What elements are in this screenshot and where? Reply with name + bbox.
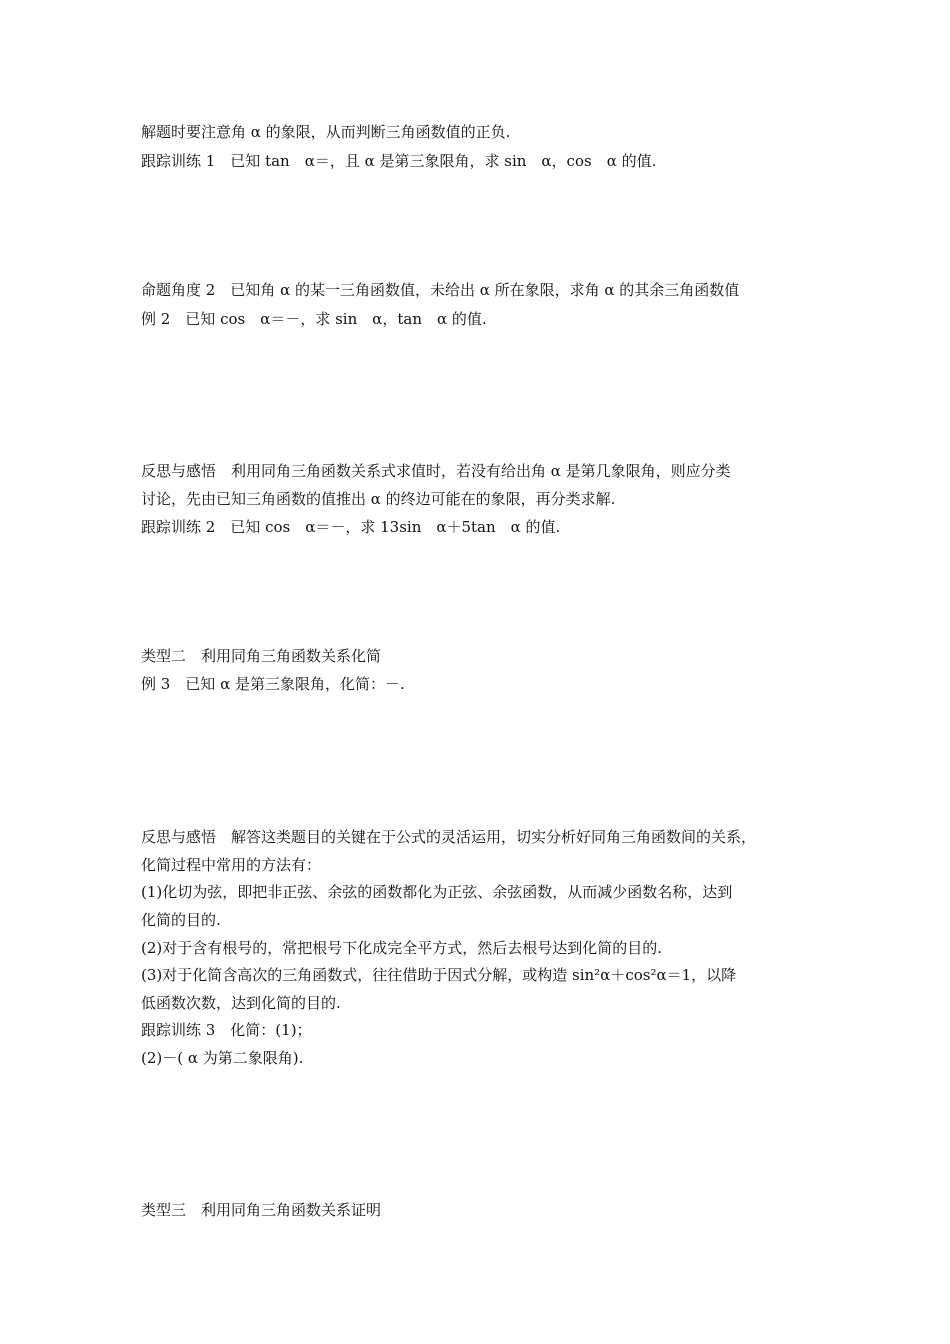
method-1-line-1: (1)化切为弦，即把非正弦、余弦的函数都化为正弦、余弦函数，从而减少函数名称，达到 [141, 883, 733, 901]
problem-angle-2-heading: 命题角度 2 已知角 α 的某一三角函数值，未给出 α 所在象限，求角 α 的其余三角函数值 [141, 281, 740, 299]
exercise-1: 跟踪训练 1 已知 tan α＝，且 α 是第三象限角，求 sin α，cos α 的值. [141, 152, 657, 170]
text-line-quadrant-note: 解题时要注意角 α 的象限，从而判断三角函数值的正负. [141, 123, 511, 141]
reflection-1-line-1: 反思与感悟 利用同角三角函数关系式求值时，若没有给出角 α 是第几象限角，则应分类 [141, 462, 731, 480]
example-3: 例 3 已知 α 是第三象限角，化简：－. [141, 675, 405, 693]
exercise-3-part-1: 跟踪训练 3 化简：(1)； [141, 1021, 312, 1039]
reflection-2-line-1: 反思与感悟 解答这类题目的关键在于公式的灵活运用，切实分析好同角三角函数间的关系， [141, 828, 757, 846]
method-3-line-2: 低函数次数，达到化简的目的. [141, 994, 341, 1012]
method-2: (2)对于含有根号的，常把根号下化成完全平方式，然后去根号达到化简的目的. [141, 939, 663, 957]
reflection-2-line-2: 化简过程中常用的方法有： [141, 856, 322, 874]
example-2: 例 2 已知 cos α＝－，求 sin α，tan α 的值. [141, 310, 487, 328]
reflection-1-line-2: 讨论，先由已知三角函数的值推出 α 的终边可能在的象限，再分类求解. [141, 490, 616, 508]
method-1-line-2: 化简的目的. [141, 911, 221, 929]
type-3-heading: 类型三 利用同角三角函数关系证明 [141, 1201, 382, 1219]
exercise-3-part-2: (2)－( α 为第二象限角). [141, 1049, 304, 1067]
type-2-heading: 类型二 利用同角三角函数关系化简 [141, 647, 382, 665]
exercise-2: 跟踪训练 2 已知 cos α＝－，求 13sin α＋5tan α 的值. [141, 518, 561, 536]
method-3-line-1: (3)对于化简含高次的三角函数式，往往借助于因式分解，或构造 sin²α＋cos²α＝1，以降 [141, 966, 737, 984]
